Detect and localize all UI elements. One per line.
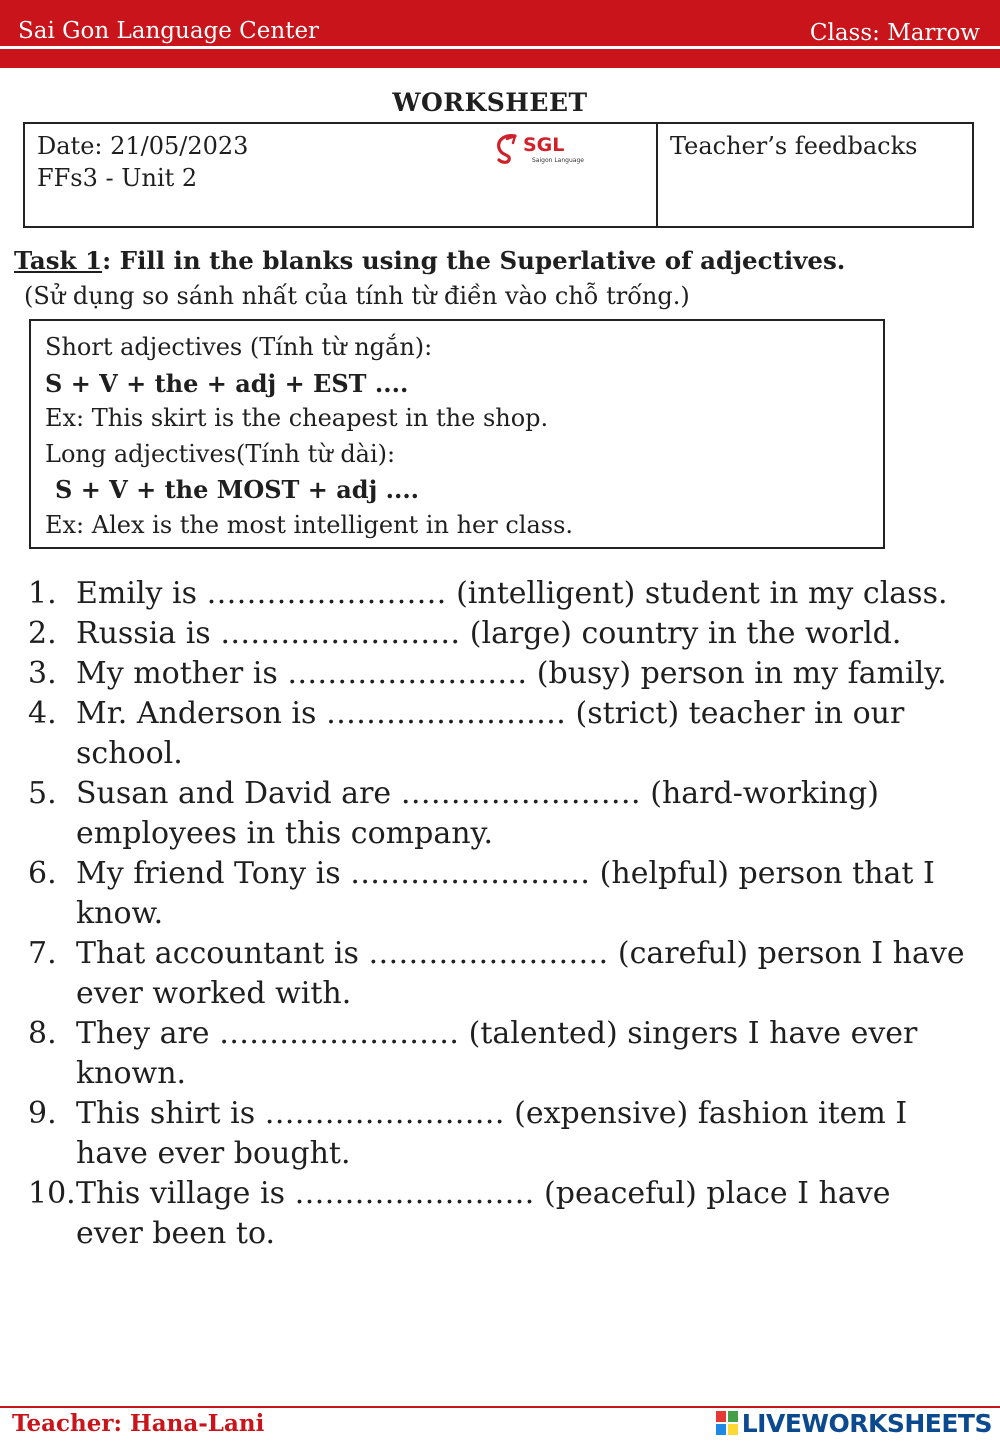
exercise-text: This shirt is …………………… (expensive) fashion item I have ever bought.	[76, 1096, 908, 1171]
exercise-number: 5.	[28, 776, 57, 811]
exercise-text: My mother is …………………… (busy) person in my family.	[76, 656, 947, 691]
liveworksheets-brand: LIVEWORKSHEETS	[741, 1408, 992, 1438]
exercise-item[interactable]	[0, 694, 1000, 774]
task-label: Task 1	[14, 246, 103, 275]
exercise-text: They are …………………… (talented) singers I have ever known.	[76, 1016, 918, 1091]
logo-text: SGL	[523, 134, 565, 156]
teacher-name: Teacher: Hana-Lani	[12, 1410, 265, 1437]
header-divider	[0, 46, 1000, 49]
exercise-text: This village is …………………… (peaceful) place I have ever been to.	[76, 1176, 891, 1251]
exercise-number: 3.	[28, 656, 57, 691]
exercise-text: My friend Tony is …………………… (helpful) person that I know.	[76, 856, 935, 931]
exercise-item[interactable]	[0, 614, 1000, 654]
short-adjectives-formula: S + V + the + adj + EST ....	[45, 368, 409, 398]
grammar-rule-box	[29, 319, 885, 549]
exercise-number: 4.	[28, 696, 57, 731]
task-subtitle: (Sử dụng so sánh nhất của tính từ điền vào chỗ trống.)	[24, 282, 690, 310]
exercise-item[interactable]	[0, 654, 1000, 694]
task-title	[14, 246, 845, 275]
exercise-number: 1.	[28, 576, 57, 611]
info-box-divider	[656, 124, 658, 226]
exercise-item[interactable]	[0, 1014, 1000, 1094]
info-box	[23, 122, 974, 228]
exercise-item[interactable]	[0, 1174, 1000, 1254]
teacher-feedback-label: Teacher’s feedbacks	[670, 132, 918, 160]
exercise-item[interactable]	[0, 854, 1000, 934]
liveworksheets-icon	[716, 1411, 738, 1435]
class-label: Class: Marrow	[809, 20, 980, 46]
exercise-item[interactable]	[0, 1094, 1000, 1174]
date-text: Date: 21/05/2023	[37, 132, 249, 160]
exercise-text: Russia is …………………… (large) country in the world.	[76, 616, 902, 651]
exercise-number: 9.	[28, 1096, 57, 1131]
center-name: Sai Gon Language Center	[18, 18, 320, 44]
exercise-text: Mr. Anderson is …………………… (strict) teacher in our school.	[76, 696, 905, 771]
long-adjectives-heading: Long adjectives(Tính từ dài):	[45, 439, 396, 468]
exercise-text: That accountant is …………………… (careful) person I have ever worked with.	[76, 936, 965, 1011]
liveworksheets-logo[interactable]	[716, 1408, 992, 1438]
short-adjectives-heading: Short adjectives (Tính từ ngắn):	[45, 333, 433, 361]
exercise-list	[0, 574, 1000, 1254]
exercise-number: 8.	[28, 1016, 57, 1051]
exercise-number: 7.	[28, 936, 57, 971]
exercise-item[interactable]	[0, 774, 1000, 854]
long-adjectives-formula: S + V + the MOST + adj ....	[55, 475, 420, 504]
long-adjectives-example: Ex: Alex is the most intelligent in her class.	[45, 510, 574, 539]
header-bar	[0, 0, 1000, 68]
exercise-text: Emily is …………………… (intelligent) student in my class.	[76, 576, 948, 611]
exercise-item[interactable]	[0, 574, 1000, 614]
exercise-number: 6.	[28, 856, 57, 891]
unit-text: FFs3 - Unit 2	[37, 164, 198, 192]
exercise-number: 10.	[28, 1176, 76, 1211]
sgl-logo	[493, 130, 593, 166]
exercise-item[interactable]	[0, 934, 1000, 1014]
exercise-number: 2.	[28, 616, 57, 651]
task-instruction: : Fill in the blanks using the Superlative of adjectives.	[102, 246, 846, 275]
worksheet-title: WORKSHEET	[392, 88, 588, 117]
exercise-text: Susan and David are …………………… (hard-working) employees in this company.	[76, 776, 879, 851]
short-adjectives-example: Ex: This skirt is the cheapest in the shop.	[45, 404, 549, 432]
logo-subtext: Saigon Language	[532, 157, 584, 164]
